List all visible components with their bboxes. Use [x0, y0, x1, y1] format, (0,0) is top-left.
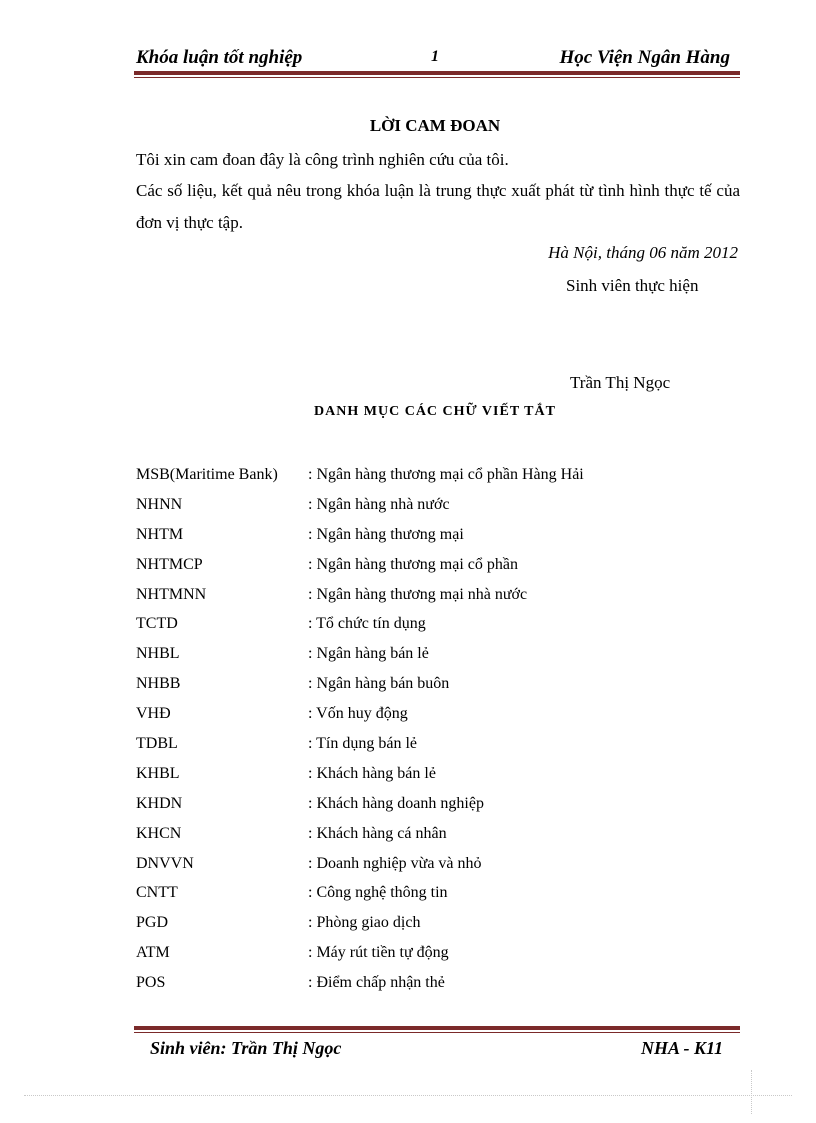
declaration-line-2: Các số liệu, kết quả nêu trong khóa luận là trung thực xuất phát từ tình hình thực tế của đơn vị thực tập.: [136, 181, 740, 232]
abbreviation-row: [136, 609, 736, 639]
abbreviation-description: : Khách hàng bán lẻ: [308, 764, 436, 782]
abbreviation-description: : Ngân hàng bán buôn: [308, 675, 450, 693]
abbreviation-row: [136, 520, 736, 550]
abbreviation-row: [136, 669, 736, 699]
declaration-line-1: Tôi xin cam đoan đây là công trình nghiên cứu của tôi.: [136, 150, 509, 169]
abbreviation-description: : Doanh nghiệp vừa và nhỏ: [308, 854, 482, 872]
abbreviation-description: : Ngân hàng bán lẻ: [308, 645, 429, 663]
abbreviation-row: [136, 908, 736, 938]
abbreviation-code: NHBB: [136, 675, 181, 693]
abbreviation-code: KHDN: [136, 794, 183, 812]
abbreviation-row: [136, 819, 736, 849]
abbreviation-description: : Ngân hàng thương mại cổ phần Hàng Hải: [308, 466, 584, 483]
abbreviation-code: KHCN: [136, 824, 182, 842]
abbreviation-code: VHĐ: [136, 705, 171, 723]
declaration-date: Hà Nội, tháng 06 năm 2012: [548, 243, 738, 262]
abbreviation-description: : Tín dụng bán lẻ: [308, 735, 418, 753]
abbreviation-row: [136, 938, 736, 968]
header-rule: [134, 71, 740, 78]
abbreviation-code: NHNN: [136, 495, 183, 513]
abbreviation-description: : Ngân hàng nhà nước: [308, 495, 450, 513]
abbreviation-code: NHTMCP: [136, 555, 203, 573]
page-number: 1: [431, 48, 439, 65]
abbreviation-description: : Ngân hàng thương mại nhà nước: [308, 585, 528, 603]
abbreviation-row: [136, 968, 736, 998]
abbreviation-list: [136, 460, 736, 998]
abbreviation-row: [136, 490, 736, 520]
abbreviation-description: : Phòng giao dịch: [308, 914, 421, 932]
abbreviation-row: [136, 759, 736, 789]
signer-name: Trần Thị Ngọc: [570, 373, 671, 392]
abbreviation-description: : Máy rút tiền tự động: [308, 944, 449, 962]
abbreviation-code: TCTD: [136, 615, 178, 633]
signer-label: Sinh viên thực hiện: [566, 276, 699, 295]
abbreviation-code: DNVVN: [136, 854, 194, 872]
abbreviation-code: PGD: [136, 914, 169, 932]
abbreviation-description: : Điểm chấp nhận thẻ: [308, 974, 445, 992]
abbreviation-description: : Khách hàng doanh nghiệp: [308, 794, 484, 812]
abbreviation-row: [136, 849, 736, 879]
abbreviation-code: KHBL: [136, 764, 180, 782]
abbreviation-row: [136, 878, 736, 908]
abbreviation-code: NHTM: [136, 525, 184, 543]
abbreviation-row: [136, 550, 736, 580]
abbreviation-description: : Khách hàng cá nhân: [308, 824, 447, 842]
footer-student: Sinh viên: Trần Thị Ngọc: [150, 1038, 342, 1058]
abbreviation-row: [136, 699, 736, 729]
abbreviation-code: MSB(Maritime Bank): [136, 466, 278, 483]
abbreviation-code: CNTT: [136, 884, 178, 902]
footer-class-code: NHA - K11: [640, 1038, 723, 1058]
abbreviation-row: [136, 580, 736, 610]
abbreviation-code: NHTMNN: [136, 585, 207, 603]
abbreviation-title: DANH MỤC CÁC CHỮ VIẾT TẮT: [314, 404, 556, 419]
abbreviation-row: [136, 729, 736, 759]
header-institution: Học Viện Ngân Hàng: [559, 47, 730, 68]
abbreviation-description: : Ngân hàng thương mại cổ phần: [308, 555, 518, 573]
abbreviation-description: : Vốn huy động: [308, 705, 408, 723]
abbreviation-description: : Ngân hàng thương mại: [308, 525, 464, 543]
abbreviation-code: TDBL: [136, 735, 178, 753]
abbreviation-row: [136, 639, 736, 669]
header-thesis-label: Khóa luận tốt nghiệp: [136, 47, 303, 68]
abbreviation-code: ATM: [136, 944, 170, 962]
abbreviation-description: : Tổ chức tín dụng: [308, 615, 426, 633]
abbreviation-code: POS: [136, 974, 166, 992]
abbreviation-row: [136, 789, 736, 819]
footer-rule: [134, 1026, 740, 1033]
page-edge-dotted-line: [24, 1095, 792, 1096]
declaration-title: LỜI CAM ĐOAN: [369, 116, 501, 135]
abbreviation-code: NHBL: [136, 645, 180, 663]
abbreviation-row: [136, 460, 736, 490]
abbreviation-description: : Công nghệ thông tin: [308, 884, 448, 902]
page-corner-mark: [751, 1070, 796, 1114]
